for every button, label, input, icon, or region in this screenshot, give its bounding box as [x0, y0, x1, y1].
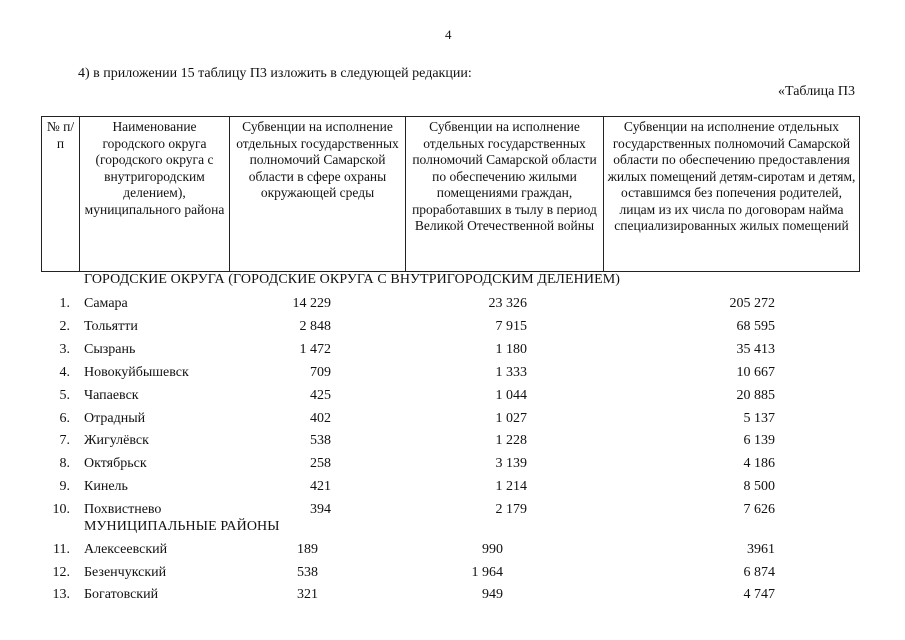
- table-row: [0, 479, 905, 501]
- value-environment: 14 229: [292, 296, 331, 311]
- row-name: Богатовский: [84, 587, 159, 603]
- value-housing-veterans: 1 044: [495, 387, 527, 403]
- row-number: 11.: [53, 542, 70, 557]
- table-row: [0, 388, 905, 410]
- value-environment: 538: [310, 433, 331, 449]
- table-caption: «Таблица П3: [778, 84, 855, 99]
- row-name: Октябрьск: [84, 456, 147, 472]
- value-housing-orphans: 4 186: [743, 456, 775, 472]
- row-number: 5.: [59, 387, 70, 403]
- value-housing-orphans: 20 885: [736, 387, 775, 403]
- value-housing-orphans: 4 747: [743, 587, 775, 603]
- row-name: Тольятти: [84, 318, 138, 334]
- row-name: Жигулёвск: [84, 433, 149, 449]
- value-environment: 402: [310, 410, 331, 426]
- value-housing-orphans: 6 874: [743, 564, 775, 580]
- value-environment: 1 472: [299, 341, 331, 357]
- page-number: 4: [445, 27, 452, 42]
- row-number: 9.: [59, 479, 70, 495]
- header-num: № п/п: [42, 117, 80, 272]
- intro-text: 4) в приложении 15 таблицу П3 изложить в следующей редакции:: [78, 66, 472, 81]
- header-col1: Субвенции на исполнение отдельных государственных полномочий Самарской области в сфере охраны окружающей среды: [230, 117, 406, 272]
- table-row: [0, 319, 905, 341]
- value-housing-orphans: 6 139: [743, 433, 775, 449]
- table-row: [0, 296, 905, 318]
- row-number: 1.: [59, 296, 70, 311]
- row-name: Сызрань: [84, 341, 136, 357]
- table-row: [0, 456, 905, 478]
- row-name: Кинель: [84, 479, 128, 495]
- value-housing-orphans: 68 595: [736, 318, 775, 334]
- value-housing-veterans: 1 214: [495, 479, 527, 495]
- row-number: 7.: [59, 433, 70, 449]
- row-number: 6.: [59, 410, 70, 426]
- table-header: [41, 116, 860, 272]
- value-environment: 394: [310, 502, 331, 518]
- section-title-city: ГОРОДСКИЕ ОКРУГА (ГОРОДСКИЕ ОКРУГА С ВНУТРИГОРОДСКИМ ДЕЛЕНИЕМ): [84, 272, 621, 287]
- value-housing-veterans: 1 180: [495, 341, 527, 357]
- row-name: Безенчукский: [84, 564, 167, 580]
- row-name: Самара: [84, 296, 128, 311]
- value-housing-veterans: 1 964: [471, 564, 503, 580]
- value-housing-orphans: 35 413: [736, 341, 775, 357]
- table-row: [0, 342, 905, 364]
- row-name: Похвистнево: [84, 502, 162, 518]
- table-row: [0, 565, 905, 587]
- value-housing-veterans: 990: [482, 542, 503, 557]
- row-number: 13.: [52, 587, 70, 603]
- row-number: 10.: [52, 502, 70, 518]
- value-housing-orphans: 5 137: [743, 410, 775, 426]
- value-housing-veterans: 3 139: [495, 456, 527, 472]
- value-environment: 538: [297, 564, 318, 580]
- row-number: 8.: [59, 456, 70, 472]
- row-name: Отрадный: [84, 410, 146, 426]
- value-housing-orphans: 10 667: [736, 364, 775, 380]
- row-number: 3.: [59, 341, 70, 357]
- value-housing-orphans: 8 500: [743, 479, 775, 495]
- row-number: 4.: [59, 364, 70, 380]
- value-environment: 2 848: [299, 318, 331, 334]
- value-housing-veterans: 1 333: [495, 364, 527, 380]
- value-housing-veterans: 2 179: [495, 502, 527, 518]
- header-name: Наименование городского округа (городского округа с внутригородским делением), муниципального района: [80, 117, 230, 272]
- header-col2: Субвенции на исполнение отдельных государственных полномочий Самарской области по обеспечению жилыми помещениями граждан, проработавших в тылу в период Великой Отечественной войны: [406, 117, 604, 272]
- table-row: [0, 433, 905, 455]
- header-row: [42, 117, 860, 272]
- row-number: 2.: [59, 318, 70, 334]
- table-row: [0, 411, 905, 433]
- value-housing-veterans: 23 326: [488, 296, 527, 311]
- header-col3: Субвенции на исполнение отдельных государственных полномочий Самарской области по обеспечению предоставления жилых помещений детям-сиротам и детям, оставшимся без попечения родителей, лицам из их числа по договорам найма специализированных жилых помещений: [604, 117, 860, 272]
- value-housing-veterans: 949: [482, 587, 503, 603]
- table-row: [0, 587, 905, 609]
- row-number: 12.: [52, 564, 70, 580]
- value-environment: 425: [310, 387, 331, 403]
- value-environment: 258: [310, 456, 331, 472]
- value-environment: 421: [310, 479, 331, 495]
- section-title-municipal: МУНИЦИПАЛЬНЫЕ РАЙОНЫ: [84, 519, 280, 534]
- table-row: [0, 542, 905, 564]
- value-housing-veterans: 1 027: [495, 410, 527, 426]
- value-housing-orphans: 3961: [747, 542, 775, 557]
- row-name: Алексеевский: [84, 542, 168, 557]
- value-housing-orphans: 205 272: [729, 296, 775, 311]
- row-name: Новокуйбышевск: [84, 364, 189, 380]
- value-housing-orphans: 7 626: [743, 502, 775, 518]
- value-environment: 321: [297, 587, 318, 603]
- table-row: [0, 365, 905, 387]
- value-housing-veterans: 7 915: [495, 318, 527, 334]
- row-name: Чапаевск: [84, 387, 139, 403]
- value-housing-veterans: 1 228: [495, 433, 527, 449]
- value-environment: 189: [297, 542, 318, 557]
- value-environment: 709: [310, 364, 331, 380]
